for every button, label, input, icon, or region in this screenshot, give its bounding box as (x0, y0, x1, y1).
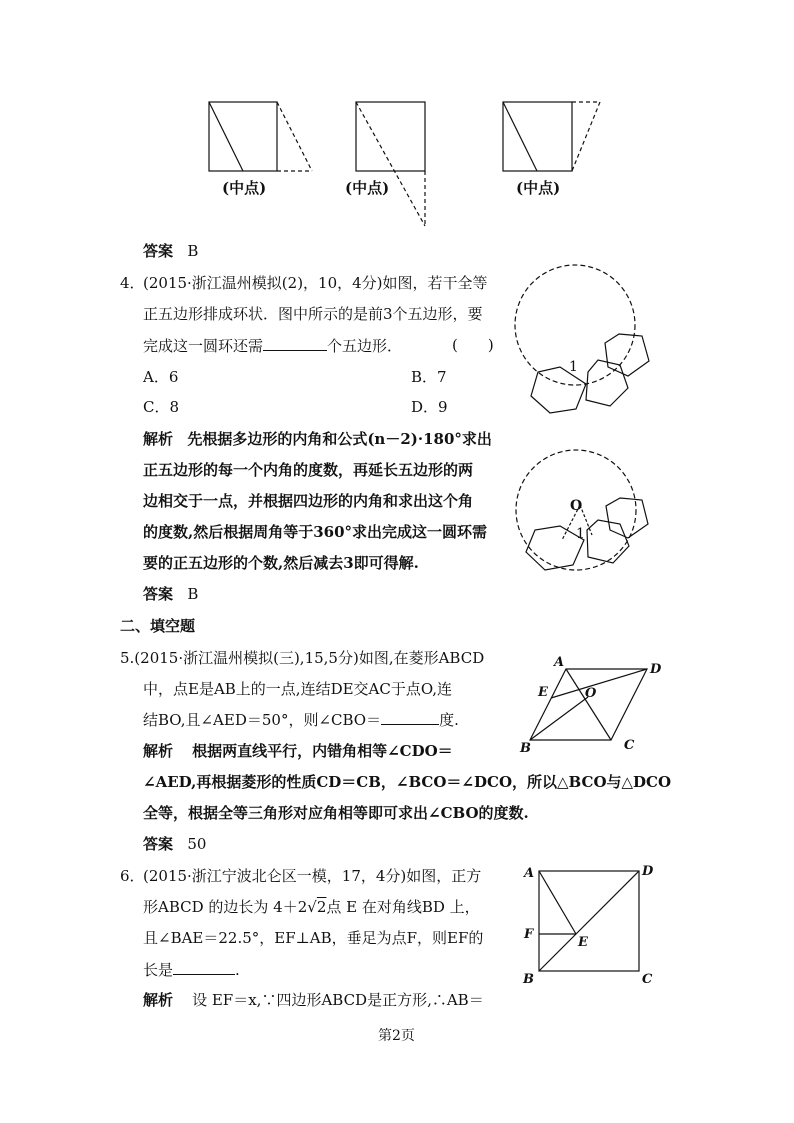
q6-analysis-text-1: 设 EF＝x,∵四边形ABCD是正方形,∴AB＝ (192, 991, 484, 1009)
q6-point-d: D (642, 864, 654, 879)
q6-point-b: B (523, 972, 534, 987)
q6-number: 6． (120, 867, 145, 885)
q5-line-3b: 度. (439, 711, 459, 729)
section-title-fill-blank: 二、填空题 (120, 617, 196, 635)
q4-line-1: (2015·浙江温州模拟(2)，10，4分)如图，若干全等 (143, 274, 488, 292)
q5-line-3a: 结BO,且∠AED＝50°，则∠CBO＝ (143, 711, 382, 729)
q6-line-4 (143, 959, 240, 980)
q4-option-b: B．7 (411, 368, 447, 386)
q4-line-3b: 个五边形． (327, 337, 403, 355)
q4-line-3a: 完成这一圆环还需 (143, 337, 264, 355)
q6-point-f: F (524, 927, 534, 942)
q5-analysis-line-3: 全等，根据全等三角形对应角相等即可求出∠CBO的度数. (143, 804, 529, 822)
q4-option-a: A．6 (143, 368, 179, 386)
q5-analysis-line-1 (143, 741, 453, 761)
q6-line-4b: . (235, 961, 240, 979)
q4-analysis-line-2: 正五边形的每一个内角的度数，再延长五边形的两 (143, 461, 474, 479)
q6-line-2 (143, 897, 480, 917)
q4-blank (263, 335, 327, 351)
q5-figure-rhombus (530, 669, 647, 740)
q4-analysis-line-1 (143, 429, 492, 449)
q4-fig2-point-o: O (570, 498, 583, 514)
q5-point-a: A (554, 655, 565, 670)
q4-answer-value: B (187, 585, 199, 603)
answer-label: 答案 (143, 242, 174, 260)
q5-point-b: B (520, 741, 531, 756)
q5-line-3 (143, 709, 459, 730)
top-figure-1 (209, 102, 312, 171)
answer-label: 答案 (143, 835, 174, 853)
q6-blank (173, 959, 235, 975)
q5-blank (381, 709, 439, 725)
q5-point-d: D (650, 662, 662, 677)
q4-analysis-text-1: 先根据多边形的内角和公式(n－2)·180°求出 (187, 430, 492, 448)
midpoint-label-2: (中点) (345, 179, 390, 197)
q5-point-c: C (624, 738, 635, 753)
q5-line-2: 中，点E是AB上的一点,连结DE交AC于点O,连 (143, 680, 453, 698)
q4-number: 4． (120, 274, 145, 292)
q6-analysis-line-1 (143, 990, 484, 1010)
q6-point-e: E (578, 935, 588, 950)
q5-analysis-text-1: 根据两直线平行，内错角相等∠CDO＝ (192, 742, 453, 760)
sqrt-symbol: √ (307, 898, 317, 916)
midpoint-label-3: (中点) (516, 179, 561, 197)
q4-line-3 (143, 335, 402, 356)
q4-fig1-angle-label: 1 (569, 359, 578, 375)
q5-answer-value: 50 (187, 835, 207, 853)
page-number: 第2页 (378, 1028, 415, 1044)
q4-answer (143, 584, 198, 604)
q5-point-e: E (538, 685, 548, 700)
q6-figure-square (539, 871, 639, 971)
q6-line-2c: 点 E 在对角线BD 上， (326, 898, 480, 916)
q4-option-c: C．8 (143, 398, 180, 416)
q4-analysis-line-4: 的度数,然后根据周角等于360°求出完成这一圆环需 (143, 523, 488, 541)
top-figure-2 (356, 102, 425, 226)
q5-point-o: O (585, 686, 597, 701)
q6-point-c: C (642, 972, 653, 987)
q6-sqrt-value: 2 (316, 898, 327, 916)
q3-answer (143, 241, 198, 261)
midpoint-label-1: (中点) (222, 179, 267, 197)
q6-point-a: A (524, 866, 535, 881)
top-figure-3 (503, 102, 600, 171)
q4-option-d: D．9 (411, 398, 448, 416)
q4-analysis-label: 解析 (143, 430, 174, 448)
q4-analysis-line-5: 要的正五边形的个数,然后减去3即可得解. (143, 554, 419, 572)
q5-analysis-label: 解析 (143, 742, 174, 760)
q5-analysis-line-2: ∠AED,再根据菱形的性质CD＝CB，∠BCO＝∠DCO，所以△BCO与△DCO (143, 773, 672, 791)
q5-answer (143, 834, 206, 854)
q6-line-4a: 长是 (143, 961, 174, 979)
q4-paren: ( ) (452, 336, 494, 354)
q6-analysis-label: 解析 (143, 991, 174, 1009)
q6-line-2a: 形ABCD 的边长为 4＋2 (143, 898, 308, 916)
q4-fig2-angle-label: 1 (576, 526, 585, 542)
q4-figure-ring (515, 265, 649, 413)
q6-line-1: (2015·浙江宁波北仑区一模，17，4分)如图，正方 (143, 867, 482, 885)
q4-analysis-line-3: 边相交于一点，并根据四边形的内角和求出这个角 (143, 492, 474, 510)
q6-line-3: 且∠BAE＝22.5°，EF⊥AB，垂足为点F，则EF的 (143, 929, 484, 947)
answer-label: 答案 (143, 585, 174, 603)
q5-line-1: 5.(2015·浙江温州模拟(三),15,5分)如图,在菱形ABCD (120, 649, 485, 667)
q3-answer-value: B (187, 242, 199, 260)
q4-line-2: 正五边形排成环状．图中所示的是前3个五边形，要 (143, 305, 483, 323)
